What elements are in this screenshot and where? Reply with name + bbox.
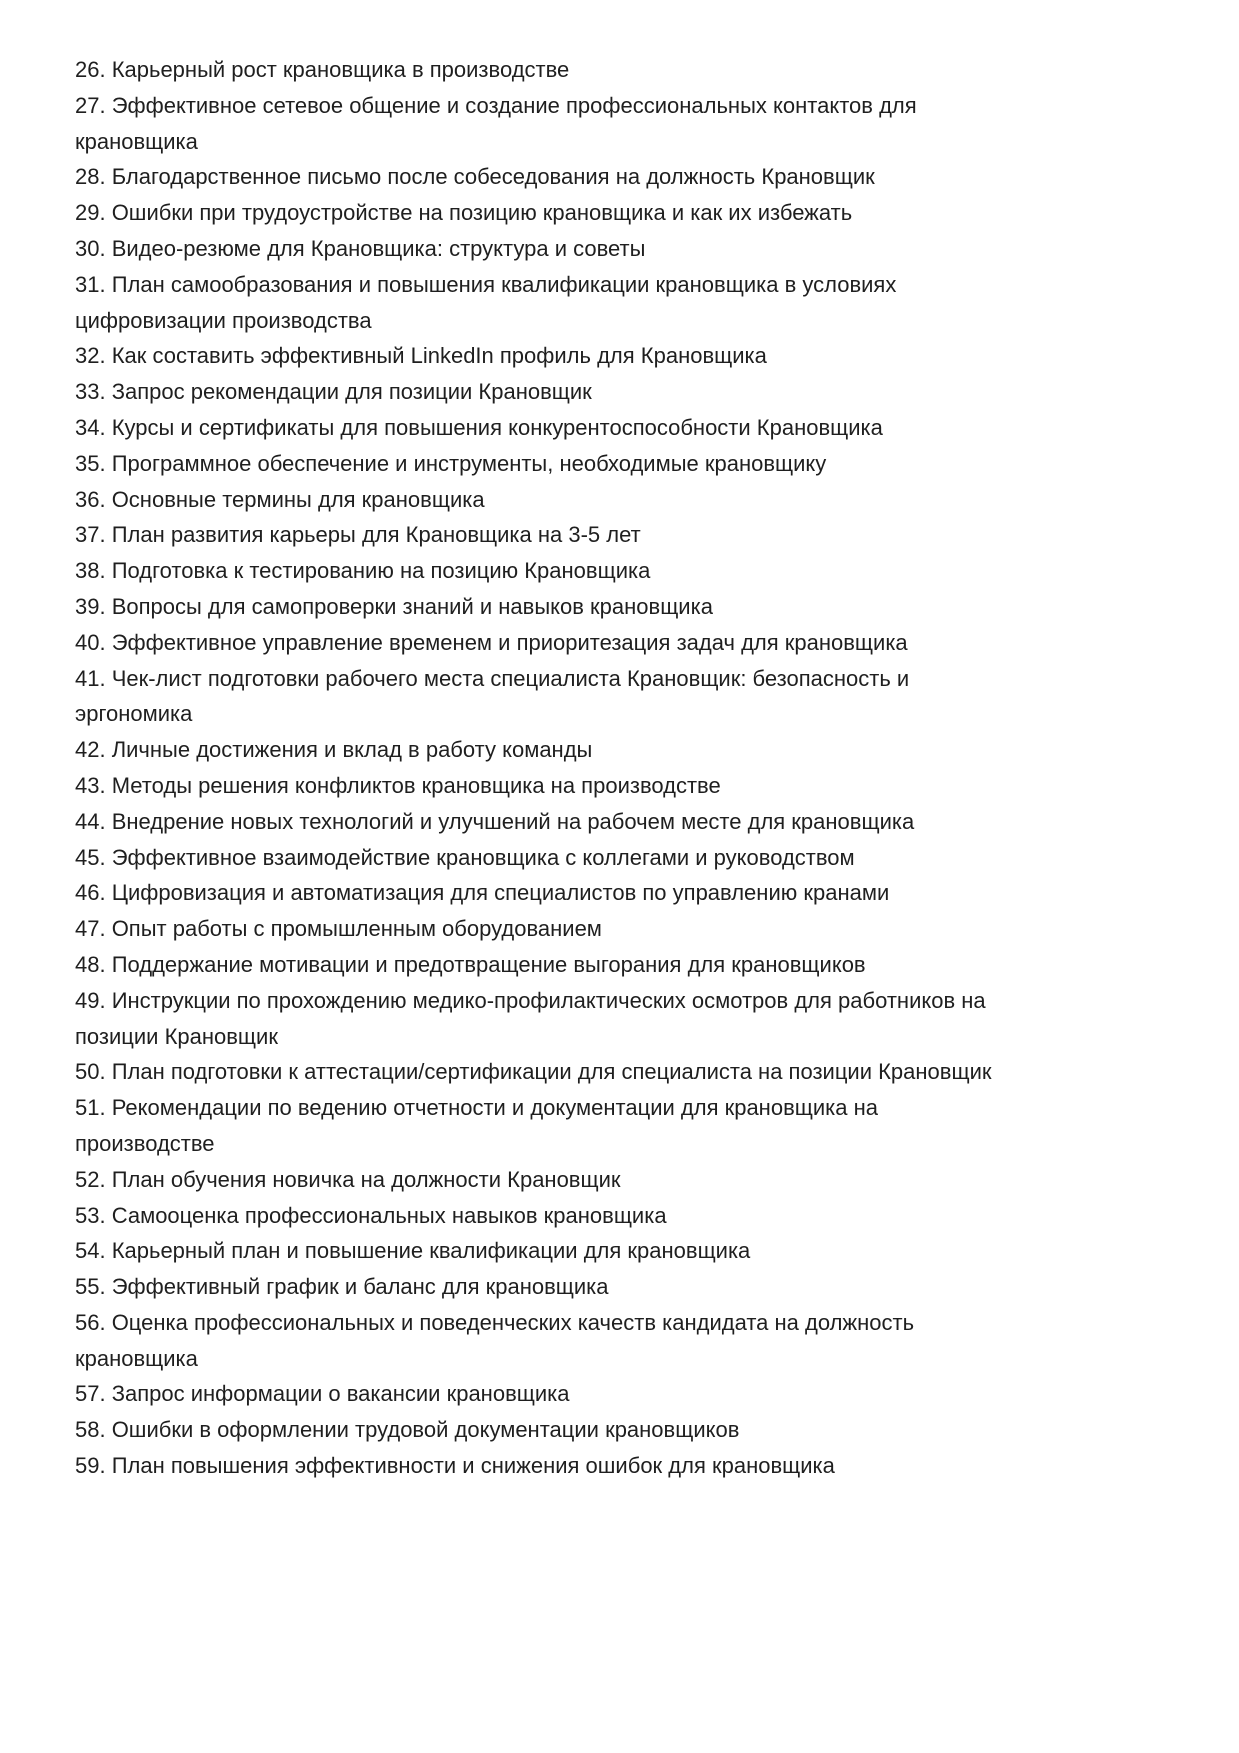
list-item-text-line: 33. Запрос рекомендации для позиции Крановщик [75,379,592,405]
list-item-text-line: 40. Эффективное управление временем и приоритезация задач для крановщика [75,629,908,655]
list-item-text-line: 44. Внедрение новых технологий и улучшений на рабочем месте для крановщика [75,808,915,834]
list-item [75,625,992,661]
list-item-text-line: 52. План обучения новичка на должности Крановщик [75,1166,621,1192]
list-item [75,840,992,876]
list-item-text-line: 55. Эффективный график и баланс для крановщика [75,1274,609,1300]
list-item-text-line: крановщика [75,1345,198,1371]
list-item-text-line: 32. Как составить эффективный LinkedIn профиль для Крановщика [75,343,767,369]
list-item [75,1162,992,1198]
list-item-text-line: 27. Эффективное сетевое общение и создание профессиональных контактов для [75,92,917,118]
list-item [75,482,992,518]
list-item [75,1233,992,1269]
list-item [75,338,992,374]
list-item [75,1376,992,1412]
list-item [75,1054,992,1090]
list-item [75,661,992,733]
list-item-text-line: 41. Чек-лист подготовки рабочего места специалиста Крановщик: безопасность и [75,665,910,691]
list-item-text-line: 53. Самооценка профессиональных навыков крановщика [75,1202,667,1228]
list-item-text-line: 42. Личные достижения и вклад в работу команды [75,737,593,763]
list-item-text-line: 56. Оценка профессиональных и поведенческих качеств кандидата на должность [75,1309,915,1335]
list-item-text-line: 49. Инструкции по прохождению медико-профилактических осмотров для работников на [75,987,986,1013]
list-item-text-line: цифровизации производства [75,307,372,333]
list-item-text-line: 31. План самообразования и повышения квалификации крановщика в условиях [75,271,897,297]
list-item [75,374,992,410]
list-item [75,1198,992,1234]
list-item-text-line: 38. Подготовка к тестированию на позицию Крановщика [75,558,651,584]
list-item-text-line: 54. Карьерный план и повышение квалификации для крановщика [75,1238,751,1264]
list-item [75,911,992,947]
list-item-text-line: крановщика [75,128,198,154]
list-item-text-line: 28. Благодарственное письмо после собеседования на должность Крановщик [75,164,875,190]
topic-list [75,52,992,1484]
list-item-text-line: 47. Опыт работы с промышленным оборудованием [75,916,602,942]
list-item-text-line: 37. План развития карьеры для Крановщика на 3-5 лет [75,522,641,548]
list-item [75,1448,992,1484]
list-item [75,589,992,625]
list-item [75,947,992,983]
list-item-text-line: 39. Вопросы для самопроверки знаний и навыков крановщика [75,593,713,619]
list-item-text-line: 57. Запрос информации о вакансии крановщика [75,1381,570,1407]
list-item [75,88,992,160]
list-item-text-line: эргономика [75,701,193,727]
list-item [75,1090,992,1162]
list-item-text-line: 30. Видео-резюме для Крановщика: структура и советы [75,235,646,261]
list-item [75,267,992,339]
list-item [75,553,992,589]
list-item [75,983,992,1055]
list-item [75,159,992,195]
list-item [75,52,992,88]
list-item-text-line: 48. Поддержание мотивации и предотвращение выгорания для крановщиков [75,951,866,977]
list-item [75,1269,992,1305]
list-item [75,768,992,804]
list-item-text-line: 26. Карьерный рост крановщика в производстве [75,57,570,82]
list-item [75,517,992,553]
list-item-text-line: 43. Методы решения конфликтов крановщика на производстве [75,772,721,798]
list-item [75,231,992,267]
list-item [75,1412,992,1448]
list-item-text-line: 34. Курсы и сертификаты для повышения конкурентоспособности Крановщика [75,414,883,440]
list-item [75,446,992,482]
list-item [75,804,992,840]
list-item [75,1305,992,1377]
list-item-text-line: 58. Ошибки в оформлении трудовой документации крановщиков [75,1417,740,1443]
list-item-text-line: производстве [75,1130,215,1156]
list-item [75,732,992,768]
list-item-text-line: 36. Основные термины для крановщика [75,486,485,512]
list-item-text-line: 59. План повышения эффективности и снижения ошибок для крановщика [75,1453,835,1479]
list-item-text-line: 50. План подготовки к аттестации/сертификации для специалиста на позиции Крановщик [75,1059,992,1085]
list-item-text-line: 35. Программное обеспечение и инструменты, необходимые крановщику [75,450,827,476]
list-item-text-line: 45. Эффективное взаимодействие крановщика с коллегами и руководством [75,844,855,870]
list-item-text-line: позиции Крановщик [75,1023,278,1049]
list-item [75,195,992,231]
list-item-text-line: 51. Рекомендации по ведению отчетности и документации для крановщика на [75,1095,878,1121]
list-item-text-line: 46. Цифровизация и автоматизация для специалистов по управлению кранами [75,880,890,906]
list-item [75,410,992,446]
list-item [75,875,992,911]
list-item-text-line: 29. Ошибки при трудоустройстве на позицию крановщика и как их избежать [75,200,853,226]
